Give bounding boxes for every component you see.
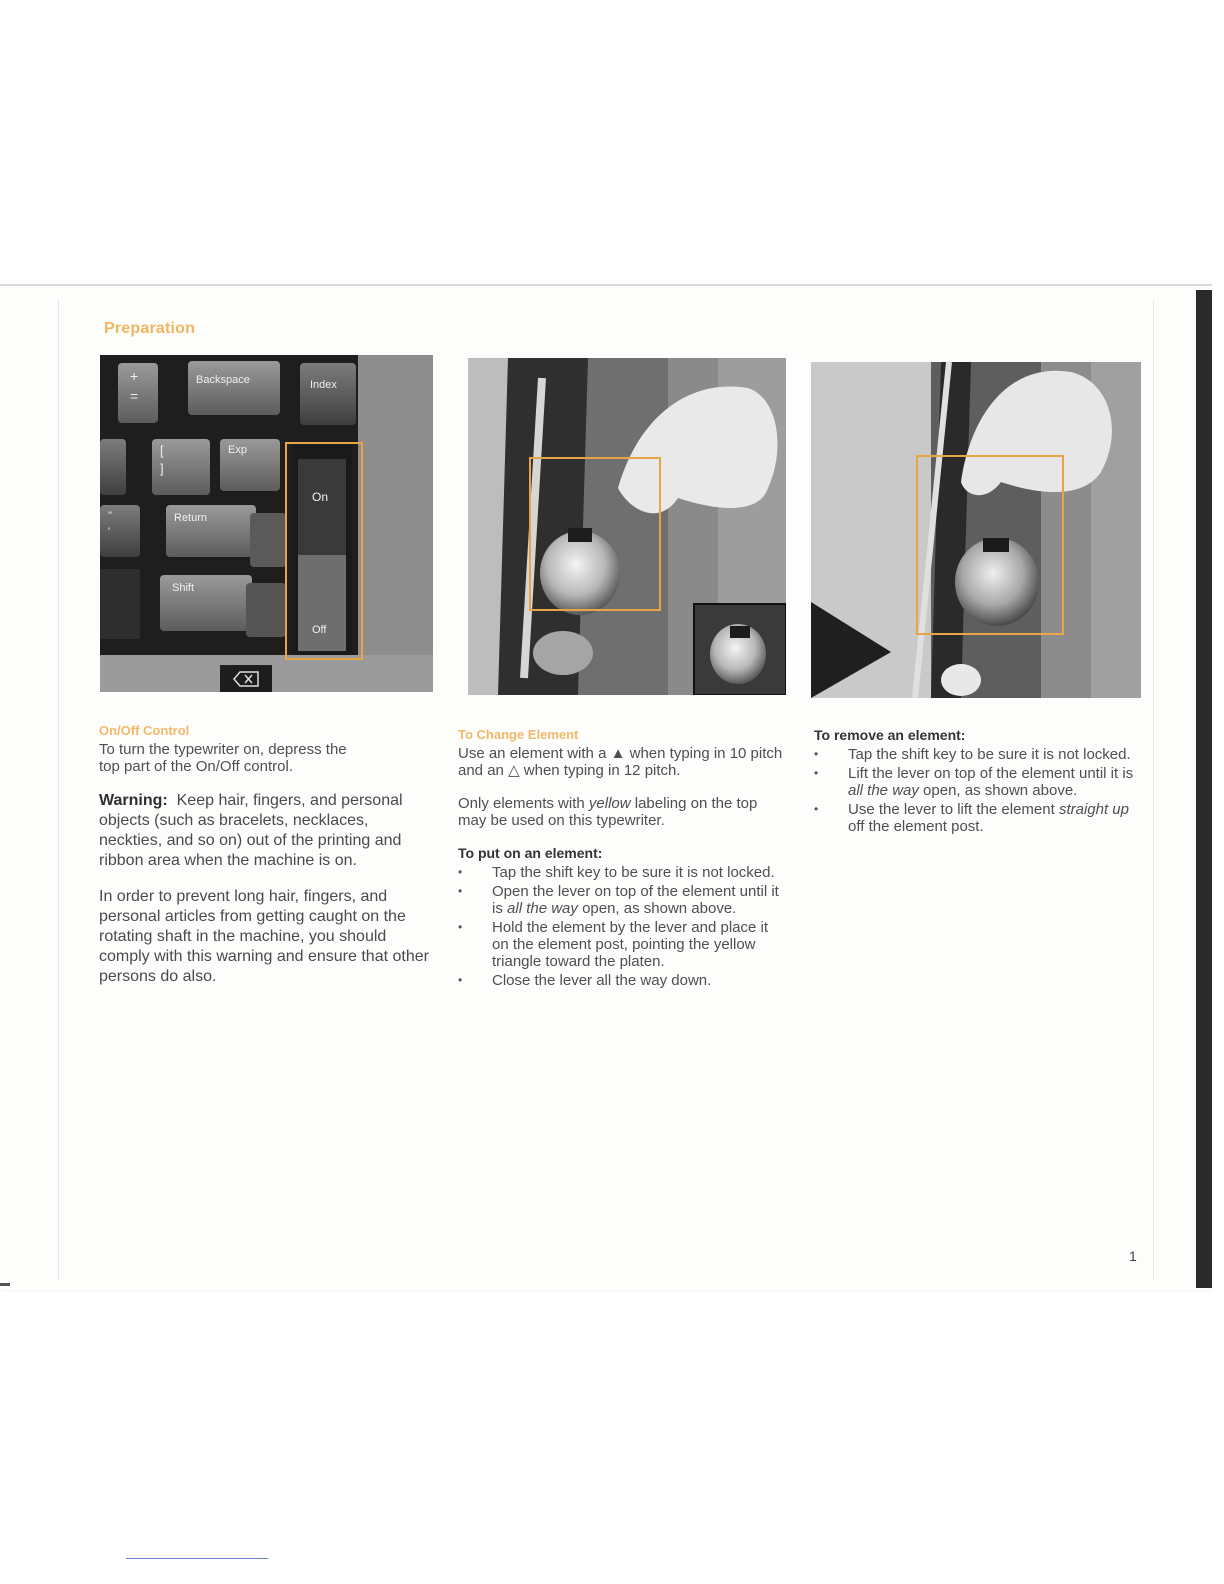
page-edge-right [1196,290,1212,1288]
change-element-section [458,726,788,991]
footer-link-underline[interactable] [126,1558,268,1559]
list-item: • Open the lever on top of the element until it is all the way open, as shown above. [458,883,779,917]
pitch-text-3: when typing in 12 pitch. [523,762,681,779]
remove-heading: To remove an element: [814,727,966,743]
apostrophe-key-label: ' [108,526,111,538]
yellow-label-paragraph [458,795,788,829]
bullet-icon: • [814,766,819,780]
off-label: Off [312,624,327,636]
return-key-label: Return [174,512,208,524]
onoff-line-1: To turn the typewriter on, depress the [99,741,347,758]
quote-key-label: " [108,510,112,522]
page-edge-left-bottom [0,1283,10,1286]
warning-text: Keep hair, fingers, and personal objects (such as bracelets, necklaces, neckties, and so on) out of the printing and ribbon area when the machine is on. [99,792,403,869]
bullet-icon: • [814,802,819,816]
list-item: • Use the lever to lift the element straight up off the element post. [814,801,1129,835]
remove-steps [814,746,1144,835]
page-fold-left [58,300,59,1280]
element-install-illustration [468,358,786,695]
yellow-word: yellow [588,795,631,812]
off-switch [298,555,346,651]
page-number: 1 [1129,1248,1137,1264]
list-item: • Close the lever all the way down. [458,972,712,989]
list-item: • Hold the element by the lever and place it on the element post, pointing the yellow triangle toward the platen. [458,919,768,970]
change-element-heading: To Change Element [458,727,579,742]
yellow-text-2: labeling on the top may be used on this typewriter. [458,795,758,829]
onoff-heading: On/Off Control [99,723,190,738]
pitch-paragraph [458,745,788,779]
bullet-icon: • [458,884,463,898]
bracket-close-label: ] [160,461,164,476]
backspace-key-label: Backspace [196,374,250,386]
index-key [300,363,356,425]
keyboard-photo [100,355,433,692]
outline-triangle-icon: △ [508,762,520,779]
page-fold-right [1153,300,1154,1280]
list-item: • Lift the lever on top of the element until it is all the way open, as shown above. [814,765,1134,799]
element-removal-photo [811,362,1141,698]
pitch-text-2: when typing in 10 pitch and an [458,745,783,779]
bracket-open-label: [ [160,443,164,458]
equals-key-label: = [130,388,139,404]
on-label: On [312,490,329,504]
backspace-key [188,361,280,415]
bullet-icon: • [814,747,819,761]
plus-key-label: + [130,368,139,384]
list-item: • Tap the shift key to be sure it is not locked. [458,864,775,881]
onoff-section [99,722,429,987]
element-removal-illustration [811,362,1141,698]
onoff-line-2: top part of the On/Off control. [99,758,293,775]
shift-key-label: Shift [172,582,195,594]
list-item: • Tap the shift key to be sure it is not locked. [814,746,1131,763]
bullet-icon: • [458,973,463,987]
on-switch [298,459,346,555]
put-on-steps [458,864,788,989]
warning-paragraph [99,791,429,871]
print-element-ball [540,531,620,615]
warning-label: Warning: [99,792,168,809]
section-title: Preparation [104,320,196,337]
comply-paragraph: In order to prevent long hair, fingers, and personal articles from getting caught on the rotating shaft in the machine, you should comply with this warning and ensure that other persons do also. [99,888,429,985]
remove-element-section [814,727,1144,837]
bullet-icon: • [458,920,463,934]
pitch-text-1: Use an element with a [458,745,607,762]
exp-key-label: Exp [228,444,247,456]
element-install-photo [468,358,786,695]
index-key-label: Index [310,379,337,391]
keyboard-illustration [100,355,433,692]
put-on-heading: To put on an element: [458,845,603,861]
yellow-text-1: Only elements with [458,795,585,812]
solid-triangle-icon: ▲ [610,745,626,762]
bullet-icon: • [458,865,463,879]
